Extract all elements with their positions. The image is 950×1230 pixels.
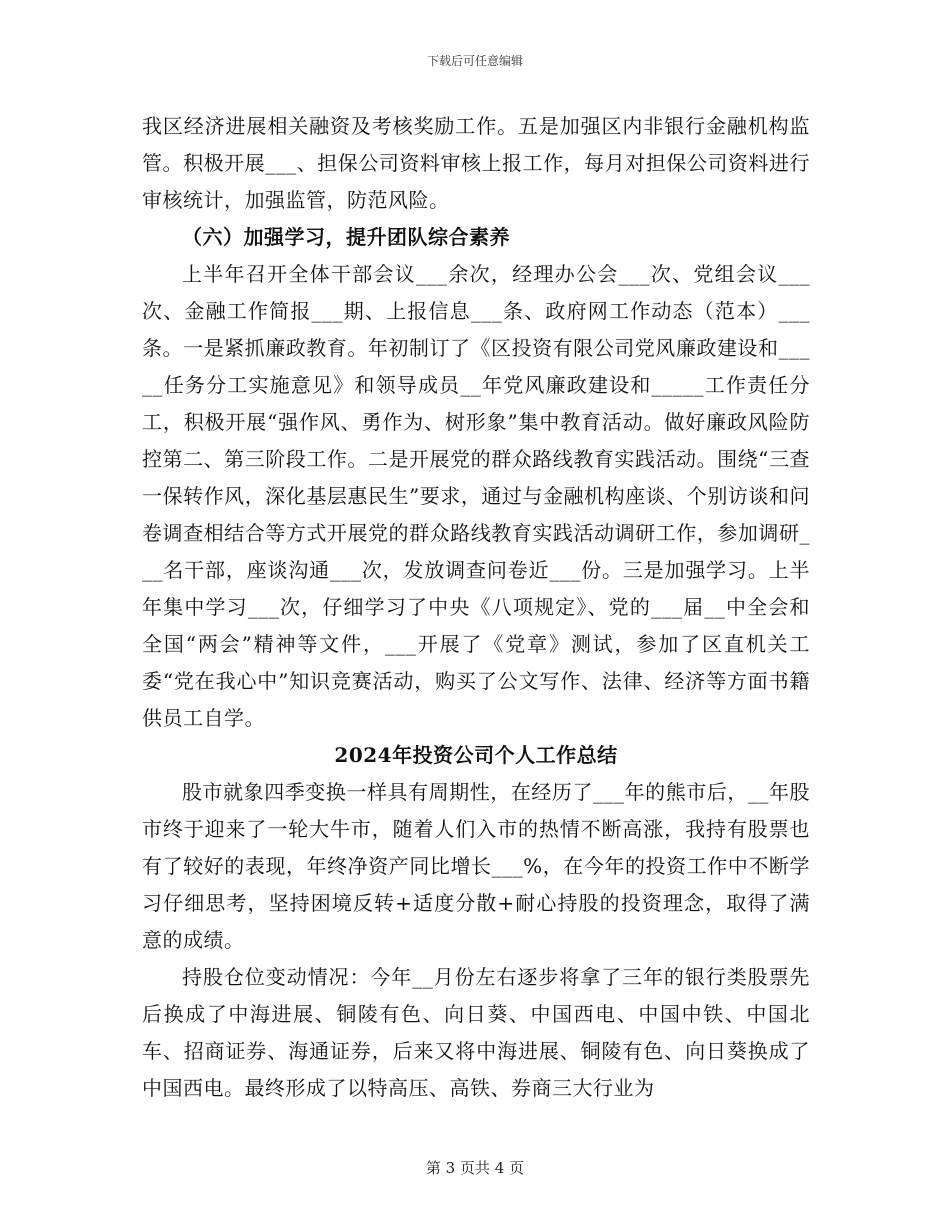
section-heading: （六）加强学习，提升团队综合素养 bbox=[182, 225, 510, 249]
article-title: 2024年投资公司个人工作总结 bbox=[334, 743, 618, 767]
paragraph-continued: 我区经济进展相关融资及考核奖励工作。五是加强区内非银行金融机构监管。积极开展___、担保公司资料审核上报工作，每月对担保公司资料进行审核统计，加强监管，防范风险。 bbox=[142, 114, 810, 212]
article-paragraph-1: 股市就象四季变换一样具有周期性，在经历了___年的熊市后，__年股市终于迎来了一轮大牛市，随着人们入市的热情不断高涨，我持有股票也有了较好的表现，年终净资产同比增长___%，在今年的投资工作中不断学习仔细思考，坚持困境反转+适度分散+耐心持股的投资理念，取得了满意的成绩。 bbox=[142, 780, 810, 952]
page-footer-number: 第 3 页共 4 页 bbox=[425, 1159, 525, 1177]
section-paragraph: 上半年召开全体干部会议___余次，经理办公会___次、党组会议___次、金融工作简报___期、上报信息___条、政府网工作动态（范本）___条。一是紧抓廉政教育。年初制订了《区投资有限公司党风廉政建设和_____任务分工实施意见》和领导成员__年党风廉政建设和_____工作责任分工，积极开展“强作风、勇作为、树形象”集中教育活动。做好廉政风险防控第二、第三阶段工作。二是开展党的群众路线教育实践活动。围绕“三查一保转作风，深化基层惠民生”要求，通过与金融机构座谈、个别访谈和问卷调查相结合等方式开展党的群众路线教育实践活动调研工作，参加调研___名干部，座谈沟通___次，发放调查问卷近___份。三是加强学习。上半年集中学习___次，仔细学习了中央《八项规定》、党的___届__中全会和全国“两会”精神等文件，___开展了《党章》测试，参加了区直机关工委“党在我心中”知识竞赛活动，购买了公文写作、法律、经济等方面书籍供员工自学。 bbox=[142, 262, 810, 730]
page-header-note: 下载后可任意编辑 bbox=[426, 54, 523, 68]
document-body bbox=[142, 108, 810, 1107]
article-paragraph-2: 持股仓位变动情况：今年__月份左右逐步将拿了三年的银行类股票先后换成了中海进展、铜陵有色、向日葵、中国西电、中国中铁、中国北车、招商证券、海通证券，后来又将中海进展、铜陵有色、向日葵换成了中国西电。最终形成了以特高压、高铁、券商三大行业为 bbox=[142, 965, 810, 1100]
